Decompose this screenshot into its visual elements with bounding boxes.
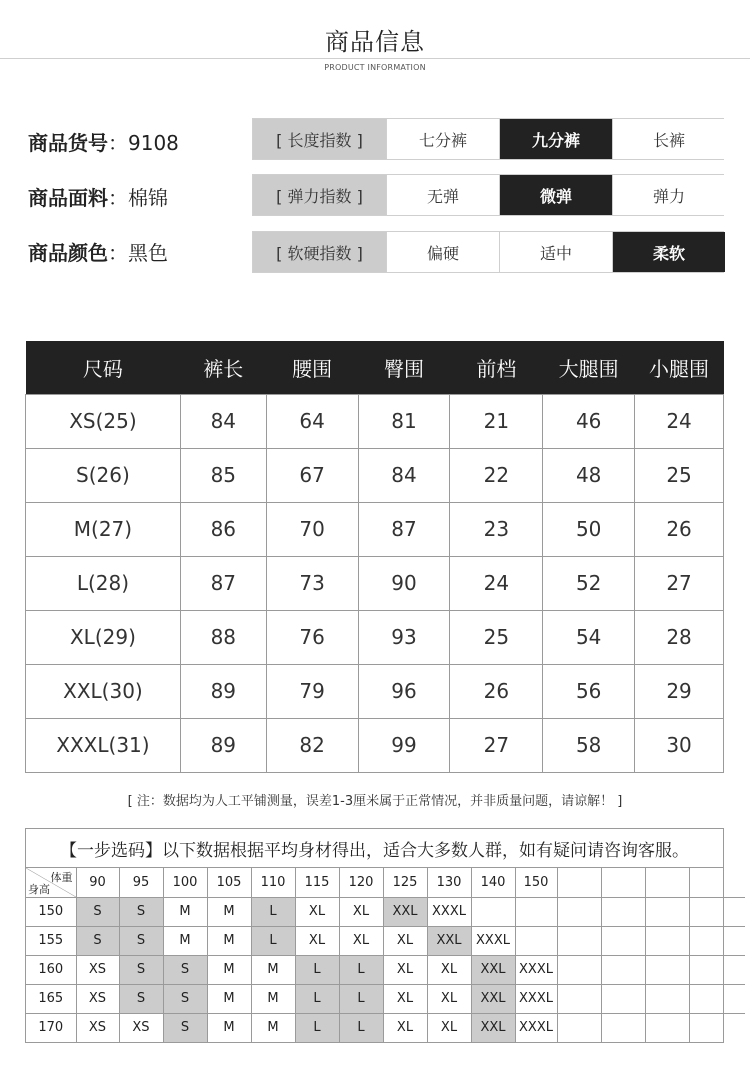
size-cell: XXXL (471, 926, 515, 955)
size-cell (601, 926, 645, 955)
table-row (26, 664, 724, 718)
attribute-option: 适中 (499, 232, 612, 272)
table-cell: XL(29) (26, 610, 181, 664)
size-cell: L (251, 926, 295, 955)
size-cell (601, 984, 645, 1013)
weight-cell (689, 868, 745, 897)
size-cell (645, 984, 689, 1013)
table-cell: 99 (358, 718, 450, 772)
table-cell: 93 (358, 610, 450, 664)
corner-height-label: 身高 (28, 882, 50, 896)
attribute-label: [ 软硬指数 ] (253, 232, 386, 272)
size-cell: S (119, 984, 163, 1013)
size-cell: XL (427, 984, 471, 1013)
table-cell: 50 (543, 502, 635, 556)
size-cell: M (251, 984, 295, 1013)
size-cell (515, 897, 557, 926)
weight-cell: 125 (383, 868, 427, 897)
attribute-option-selected: 九分裤 (499, 119, 612, 159)
weight-cell: 110 (251, 868, 295, 897)
size-cell: XL (295, 926, 339, 955)
size-cell: M (251, 955, 295, 984)
size-cell (557, 897, 601, 926)
height-cell: 150 (26, 897, 76, 926)
table-cell: S(26) (26, 448, 181, 502)
info-item-color (28, 237, 168, 266)
size-cell: S (163, 984, 207, 1013)
size-cell (471, 897, 515, 926)
size-cell: S (163, 955, 207, 984)
size-cell (557, 984, 601, 1013)
size-cell: M (207, 984, 251, 1013)
attribute-label: [ 弹力指数 ] (253, 175, 386, 215)
size-chart-body (26, 394, 724, 772)
size-cell: L (295, 984, 339, 1013)
size-cell: L (339, 984, 383, 1013)
attribute-softness (252, 231, 724, 273)
size-cell: XXXL (515, 1013, 557, 1042)
table-cell: 26 (450, 664, 543, 718)
size-cell: S (119, 926, 163, 955)
table-cell: XXXL(31) (26, 718, 181, 772)
size-cell (601, 1013, 645, 1042)
weight-cell (645, 868, 689, 897)
table-cell: 87 (358, 502, 450, 556)
size-cell (601, 955, 645, 984)
size-cell: XS (76, 955, 119, 984)
size-chart-header-cell: 臀围 (358, 341, 450, 394)
size-chart-table (25, 341, 724, 773)
table-cell: 87 (180, 556, 266, 610)
weight-height-corner (26, 868, 76, 897)
size-cell: M (163, 897, 207, 926)
table-cell: 89 (180, 718, 266, 772)
size-cell: L (251, 897, 295, 926)
size-cell (645, 1013, 689, 1042)
info-item-sku (28, 127, 179, 156)
table-row (26, 502, 724, 556)
corner-weight-label: 体重 (50, 871, 73, 884)
table-cell: M(27) (26, 502, 181, 556)
attribute-option-selected: 微弹 (499, 175, 612, 215)
size-cell: XL (383, 984, 427, 1013)
table-row (26, 394, 724, 448)
size-chart-header-cell: 前档 (450, 341, 543, 394)
size-cell: XS (119, 1013, 163, 1042)
header-divider (0, 58, 750, 59)
size-cell: M (207, 897, 251, 926)
table-cell: 25 (635, 448, 724, 502)
weight-cell: 95 (119, 868, 163, 897)
table-cell: XS(25) (26, 394, 181, 448)
table-cell: XXL(30) (26, 664, 181, 718)
size-chart-header-row (26, 341, 724, 394)
table-cell: 24 (450, 556, 543, 610)
size-cell: S (76, 897, 119, 926)
attribute-option: 弹力 (612, 175, 725, 215)
height-cell: 155 (26, 926, 76, 955)
weight-cell: 90 (76, 868, 119, 897)
table-cell: 82 (266, 718, 358, 772)
measurement-note: [ 注：数据均为人工平铺测量，误差1-3厘米属于正常情况，并非质量问题，请谅解！ ] (127, 794, 623, 809)
size-cell (645, 897, 689, 926)
info-key: 商品货号 (28, 131, 108, 155)
size-cell (689, 1013, 745, 1042)
table-row (26, 1013, 745, 1042)
table-cell: 26 (635, 502, 724, 556)
size-cell: XXL (427, 926, 471, 955)
table-row (26, 955, 745, 984)
table-cell: 28 (635, 610, 724, 664)
weight-cell: 130 (427, 868, 471, 897)
table-cell: 73 (266, 556, 358, 610)
weight-cell: 105 (207, 868, 251, 897)
recommendation-body (26, 868, 745, 1042)
table-cell: 86 (180, 502, 266, 556)
size-cell (645, 955, 689, 984)
weight-cell (557, 868, 601, 897)
height-cell: 170 (26, 1013, 76, 1042)
recommendation-weight-row (26, 868, 745, 897)
table-cell: 84 (180, 394, 266, 448)
attribute-length (252, 118, 724, 160)
weight-cell (601, 868, 645, 897)
weight-cell: 140 (471, 868, 515, 897)
table-cell: 27 (450, 718, 543, 772)
table-cell: 56 (543, 664, 635, 718)
size-cell: XL (383, 955, 427, 984)
page-subtitle: PRODUCT INFORMATION (324, 63, 426, 72)
attribute-option: 七分裤 (386, 119, 499, 159)
size-cell: M (207, 955, 251, 984)
size-cell (689, 926, 745, 955)
page-header (0, 0, 750, 80)
table-cell: 52 (543, 556, 635, 610)
table-cell: 89 (180, 664, 266, 718)
attribute-elasticity (252, 174, 724, 216)
info-value: 9108 (128, 131, 179, 155)
size-cell: S (76, 926, 119, 955)
size-cell: XXXL (427, 897, 471, 926)
table-row (26, 984, 745, 1013)
recommendation-title: 【一步选码】以下数据根据平均身材得出，适合大多数人群，如有疑问请咨询客服。 (26, 829, 723, 868)
recommendation-table (26, 868, 745, 1042)
table-cell: 24 (635, 394, 724, 448)
height-cell: 165 (26, 984, 76, 1013)
table-cell: 81 (358, 394, 450, 448)
table-cell: 23 (450, 502, 543, 556)
info-value: 棉锦 (128, 186, 168, 210)
table-row (26, 448, 724, 502)
size-cell: M (207, 1013, 251, 1042)
size-cell: XL (339, 897, 383, 926)
size-chart-header-cell: 裤长 (180, 341, 266, 394)
size-cell (689, 897, 745, 926)
table-cell: 30 (635, 718, 724, 772)
size-cell: L (295, 955, 339, 984)
table-cell: 22 (450, 448, 543, 502)
weight-cell: 115 (295, 868, 339, 897)
size-cell: XL (427, 1013, 471, 1042)
attribute-label: [ 长度指数 ] (253, 119, 386, 159)
weight-cell: 150 (515, 868, 557, 897)
page-title: 商品信息 (325, 28, 425, 56)
table-cell: L(28) (26, 556, 181, 610)
size-cell: XL (383, 926, 427, 955)
table-cell: 54 (543, 610, 635, 664)
attribute-option-selected: 柔软 (612, 232, 725, 272)
table-cell: 64 (266, 394, 358, 448)
table-row (26, 610, 724, 664)
size-cell: M (207, 926, 251, 955)
table-cell: 46 (543, 394, 635, 448)
size-cell: XXXL (515, 955, 557, 984)
info-separator: ： (108, 186, 128, 210)
attribute-option: 无弹 (386, 175, 499, 215)
table-cell: 79 (266, 664, 358, 718)
table-row (26, 718, 724, 772)
size-cell: XXL (471, 1013, 515, 1042)
size-cell: XL (339, 926, 383, 955)
table-cell: 58 (543, 718, 635, 772)
info-key: 商品面料 (28, 186, 108, 210)
weight-cell: 100 (163, 868, 207, 897)
size-cell: XS (76, 984, 119, 1013)
table-cell: 90 (358, 556, 450, 610)
table-cell: 27 (635, 556, 724, 610)
table-row (26, 926, 745, 955)
attribute-option: 偏硬 (386, 232, 499, 272)
info-separator: ： (108, 241, 128, 265)
table-cell: 25 (450, 610, 543, 664)
table-cell: 70 (266, 502, 358, 556)
size-chart-header-cell: 尺码 (26, 341, 181, 394)
size-recommendation (25, 828, 724, 1043)
size-cell (557, 1013, 601, 1042)
size-cell: S (119, 955, 163, 984)
info-item-fabric (28, 182, 168, 211)
size-cell: L (339, 1013, 383, 1042)
size-cell: XXL (471, 955, 515, 984)
size-cell: M (251, 1013, 295, 1042)
size-chart-header-cell: 腰围 (266, 341, 358, 394)
size-cell: S (163, 1013, 207, 1042)
size-cell (645, 926, 689, 955)
info-separator: ： (108, 131, 128, 155)
table-cell: 96 (358, 664, 450, 718)
size-cell: XL (295, 897, 339, 926)
size-cell: XXXL (515, 984, 557, 1013)
size-cell: L (339, 955, 383, 984)
size-chart-header-cell: 大腿围 (543, 341, 635, 394)
size-cell: XL (383, 1013, 427, 1042)
info-value: 黑色 (128, 241, 168, 265)
table-cell: 88 (180, 610, 266, 664)
size-cell (689, 984, 745, 1013)
table-cell: 85 (180, 448, 266, 502)
table-cell: 84 (358, 448, 450, 502)
table-cell: 21 (450, 394, 543, 448)
table-cell: 29 (635, 664, 724, 718)
size-cell (557, 955, 601, 984)
table-row (26, 897, 745, 926)
info-key: 商品颜色 (28, 241, 108, 265)
table-cell: 67 (266, 448, 358, 502)
size-cell (557, 926, 601, 955)
table-cell: 76 (266, 610, 358, 664)
size-chart-header-cell: 小腿围 (635, 341, 724, 394)
height-cell: 160 (26, 955, 76, 984)
size-cell (689, 955, 745, 984)
table-row (26, 556, 724, 610)
size-cell: M (163, 926, 207, 955)
table-cell: 48 (543, 448, 635, 502)
attribute-option: 长裤 (612, 119, 725, 159)
size-cell (515, 926, 557, 955)
size-cell: L (295, 1013, 339, 1042)
size-cell (601, 897, 645, 926)
size-cell: XL (427, 955, 471, 984)
size-cell: XXL (383, 897, 427, 926)
size-cell: S (119, 897, 163, 926)
size-cell: XXL (471, 984, 515, 1013)
weight-cell: 120 (339, 868, 383, 897)
size-cell: XS (76, 1013, 119, 1042)
